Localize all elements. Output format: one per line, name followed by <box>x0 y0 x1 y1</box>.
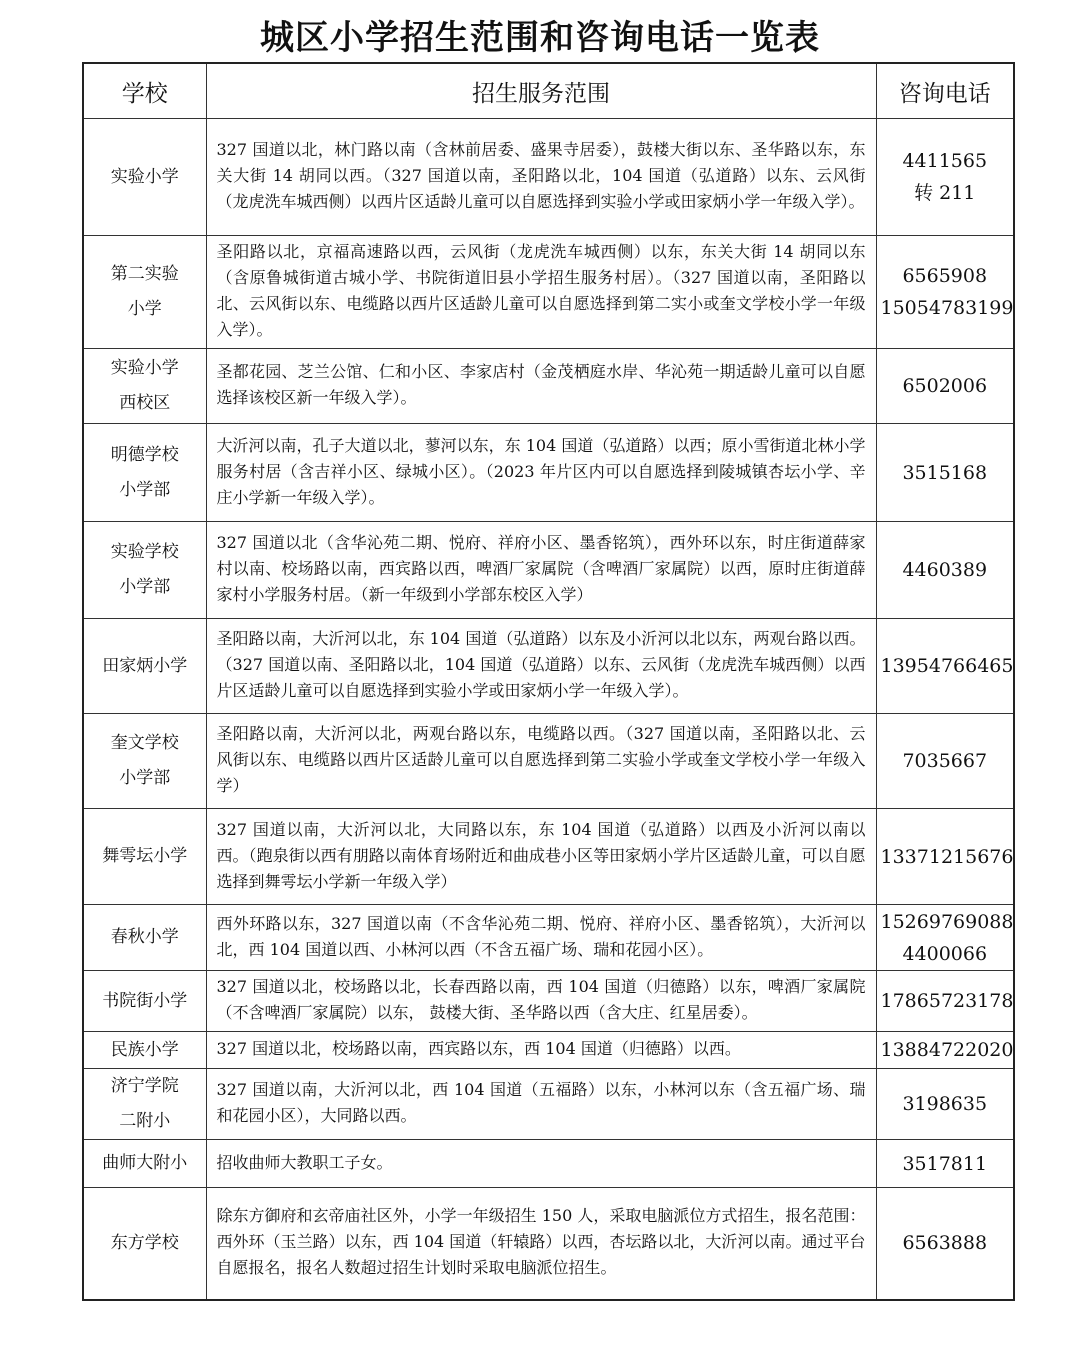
service-range: 圣阳路以南，大沂河以北，东 104 国道（弘道路）以东及小沂河以北以东，两观台路以西。（327 国道以南、圣阳路以北，104 国道（弘道路）以东、云风街（龙虎洗车城西侧）以西片区适龄儿童可以自愿选择到实验小学或田家炳小学一年级入学）。 <box>206 619 876 714</box>
school-name: 书院街小学 <box>83 971 206 1032</box>
phone-number: 4400066 <box>902 942 988 965</box>
school-name: 民族小学 <box>83 1032 206 1069</box>
service-range: 327 国道以北，林门路以南（含林前居委、盛果寺居委），鼓楼大街以东、圣华路以东，东关大街 14 胡同以西。（327 国道以南，圣阳路以北，104 国道（弘道路）以东、云风街（龙虎洗车城西侧）以西片区适龄儿童可以自愿选择到实验小学或田家炳小学一年级入学）。 <box>206 119 876 236</box>
phone-number: 转 211 <box>914 182 976 204</box>
consult-phone <box>876 1188 1014 1300</box>
phone-number: 13371215676 <box>880 845 1014 868</box>
school-name: 田家炳小学 <box>83 619 206 714</box>
enrollment-table <box>82 62 1015 1301</box>
table-row <box>83 119 1014 236</box>
phone-number: 15269769088 <box>880 910 1014 933</box>
table-row <box>83 236 1014 349</box>
school-name: 实验小学 西校区 <box>83 349 206 424</box>
school-name: 第二实验 小学 <box>83 236 206 349</box>
header-range: 招生服务范围 <box>206 63 876 119</box>
phone-number: 13954766465 <box>880 655 1014 677</box>
school-name: 济宁学院 二附小 <box>83 1069 206 1140</box>
table-row <box>83 809 1014 905</box>
school-name: 实验学校 小学部 <box>83 522 206 619</box>
consult-phone <box>876 619 1014 714</box>
phone-number: 13884722020 <box>880 1039 1014 1061</box>
consult-phone <box>876 1069 1014 1140</box>
consult-phone <box>876 971 1014 1032</box>
school-name: 奎文学校 小学部 <box>83 714 206 809</box>
header-phone: 咨询电话 <box>876 63 1014 119</box>
phone-number: 6565908 <box>902 265 988 287</box>
school-name: 实验小学 <box>83 119 206 236</box>
phone-number: 6563888 <box>902 1232 988 1255</box>
consult-phone <box>876 1140 1014 1188</box>
school-name: 东方学校 <box>83 1188 206 1300</box>
phone-number: 17865723178 <box>880 990 1014 1012</box>
table-row <box>83 971 1014 1032</box>
consult-phone <box>876 119 1014 236</box>
phone-number: 3517811 <box>902 1152 988 1175</box>
consult-phone <box>876 809 1014 905</box>
phone-number: 4460389 <box>902 559 988 581</box>
consult-phone <box>876 424 1014 522</box>
table-header-row <box>83 63 1014 119</box>
service-range: 除东方御府和玄帝庙社区外，小学一年级招生 150 人，采取电脑派位方式招生，报名范围：西外环（玉兰路）以东，西 104 国道（轩辕路）以西，杏坛路以北，大沂河以南。通过平台自愿报名，报名人数超过招生计划时采取电脑派位招生。 <box>206 1188 876 1300</box>
consult-phone <box>876 1032 1014 1069</box>
table-row <box>83 522 1014 619</box>
table-row <box>83 714 1014 809</box>
consult-phone <box>876 522 1014 619</box>
page-title: 城区小学招生范围和咨询电话一览表 <box>260 18 820 58</box>
header-school: 学校 <box>83 63 206 119</box>
table-row <box>83 1188 1014 1300</box>
service-range: 圣都花园、芝兰公馆、仁和小区、李家店村（金茂栖庭水岸、华沁苑一期适龄儿童可以自愿选择该校区新一年级入学）。 <box>206 349 876 424</box>
service-range: 327 国道以北（含华沁苑二期、悦府、祥府小区、墨香铭筑），西外环以东，时庄街道薛家村以南、校场路以南，西宾路以西，啤酒厂家属院（含啤酒厂家属院）以西，原时庄街道薛家村小学服务村居。（新一年级到小学部东校区入学） <box>206 522 876 619</box>
phone-number: 3198635 <box>902 1093 988 1115</box>
service-range: 西外环路以东，327 国道以南（不含华沁苑二期、悦府、祥府小区、墨香铭筑），大沂河以北，西 104 国道以西、小林河以西（不含五福广场、瑞和花园小区）。 <box>206 905 876 971</box>
phone-number: 15054783199 <box>880 297 1014 319</box>
service-range: 327 国道以南，大沂河以北，大同路以东，东 104 国道（弘道路）以西及小沂河以南以西。（跑泉街以西有朋路以南体育场附近和曲成巷小区等田家炳小学片区适龄儿童，可以自愿选择到舞雩坛小学新一年级入学） <box>206 809 876 905</box>
table-row <box>83 424 1014 522</box>
table-row <box>83 349 1014 424</box>
school-name: 春秋小学 <box>83 905 206 971</box>
table-row <box>83 1069 1014 1140</box>
service-range: 圣阳路以南，大沂河以北，两观台路以东，电缆路以西。（327 国道以南，圣阳路以北、云风街以东、电缆路以西片区适龄儿童可以自愿选择到第二实验小学或奎文学校小学一年级入学） <box>206 714 876 809</box>
phone-number: 6502006 <box>902 375 988 397</box>
table-row <box>83 1140 1014 1188</box>
table-row <box>83 1032 1014 1069</box>
service-range: 327 国道以南，大沂河以北，西 104 国道（五福路）以东，小林河以东（含五福广场、瑞和花园小区），大同路以西。 <box>206 1069 876 1140</box>
service-range: 大沂河以南，孔子大道以北，蓼河以东，东 104 国道（弘道路）以西；原小雪街道北林小学服务村居（含吉祥小区、绿城小区）。（2023 年片区内可以自愿选择到陵城镇杏坛小学、辛庄小学新一年级入学）。 <box>206 424 876 522</box>
service-range: 327 国道以北，校场路以南，西宾路以东，西 104 国道（归德路）以西。 <box>206 1032 876 1069</box>
table-row <box>83 619 1014 714</box>
consult-phone <box>876 349 1014 424</box>
school-name: 舞雩坛小学 <box>83 809 206 905</box>
phone-number: 3515168 <box>902 461 988 484</box>
school-name: 曲师大附小 <box>83 1140 206 1188</box>
table-row <box>83 905 1014 971</box>
phone-number: 7035667 <box>902 750 988 772</box>
consult-phone <box>876 236 1014 349</box>
consult-phone <box>876 905 1014 971</box>
service-range: 招收曲师大教职工子女。 <box>206 1140 876 1188</box>
service-range: 圣阳路以北，京福高速路以西，云风街（龙虎洗车城西侧）以东，东关大街 14 胡同以东（含原鲁城街道古城小学、书院街道旧县小学招生服务村居）。（327 国道以南，圣阳路以北、云风街以东、电缆路以西片区适龄儿童可以自愿选择到第二实小或奎文学校小学一年级入学）。 <box>206 236 876 349</box>
school-name: 明德学校 小学部 <box>83 424 206 522</box>
service-range: 327 国道以北，校场路以北，长春西路以南，西 104 国道（归德路）以东，啤酒厂家属院（不含啤酒厂家属院）以东， 鼓楼大街、圣华路以西（含大庄、红星居委）。 <box>206 971 876 1032</box>
phone-number: 4411565 <box>902 150 988 172</box>
consult-phone <box>876 714 1014 809</box>
